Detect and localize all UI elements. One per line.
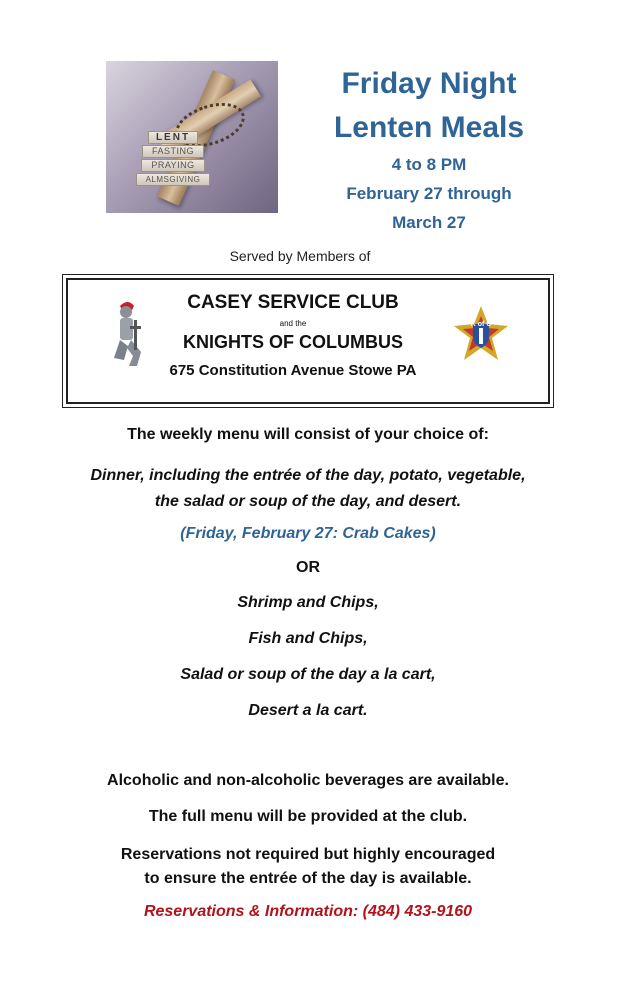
dinner-line-1: Dinner, including the entrée of the day, potato, vegetable, xyxy=(90,467,526,484)
or-separator: OR xyxy=(296,559,320,576)
menu-item-shrimp: Shrimp and Chips, xyxy=(237,594,379,611)
club-name-casey: CASEY SERVICE CLUB xyxy=(187,292,399,313)
menu-intro: The weekly menu will consist of your choice of: xyxy=(127,426,489,443)
club-address: 675 Constitution Avenue Stowe PA xyxy=(169,362,417,379)
letter-blocks xyxy=(136,131,210,187)
menu-item-desert: Desert a la cart. xyxy=(248,702,368,719)
club-banner xyxy=(66,278,550,404)
word-block-almsgiving: ALMSGIVING xyxy=(136,173,210,186)
title-line-1: Friday Night xyxy=(341,67,517,100)
reservations-line-2: to ensure the entrée of the day is available. xyxy=(144,870,472,887)
title-line-2: Lenten Meals xyxy=(333,111,525,144)
weekly-special: (Friday, February 27: Crab Cakes) xyxy=(180,525,436,542)
club-name-knights: KNIGHTS OF COLUMBUS xyxy=(183,332,403,352)
word-block-praying: PRAYING xyxy=(141,159,205,172)
emblem-text: K of C xyxy=(470,321,492,328)
reservations-line-1: Reservations not required but highly encouraged xyxy=(120,846,496,863)
served-by-text: Served by Members of xyxy=(229,248,371,264)
contact-phone: Reservations & Information: (484) 433-9160 xyxy=(143,903,473,920)
word-block-fasting: FASTING xyxy=(142,145,204,158)
full-menu-note: The full menu will be provided at the club. xyxy=(148,808,468,825)
dinner-line-2: the salad or soup of the day, and desert. xyxy=(154,493,462,510)
event-dates-line-2: March 27 xyxy=(392,213,466,232)
dinner-description xyxy=(0,463,616,515)
menu-section xyxy=(0,426,616,921)
menu-item-fish: Fish and Chips, xyxy=(248,630,368,647)
event-time: 4 to 8 PM xyxy=(391,155,467,174)
menu-item-salad-soup: Salad or soup of the day a la cart, xyxy=(180,666,436,683)
kneeling-knight-icon xyxy=(100,296,150,376)
reservations-note xyxy=(0,843,616,891)
beverages-note: Alcoholic and non-alcoholic beverages are available. xyxy=(107,772,509,789)
lent-block: LENT xyxy=(148,131,198,144)
knights-of-columbus-emblem-icon xyxy=(452,304,510,362)
event-dates-line-1: February 27 through xyxy=(346,184,512,203)
event-header xyxy=(298,62,560,237)
club-and-the: and the xyxy=(279,319,307,328)
lent-cross-image xyxy=(106,61,278,213)
